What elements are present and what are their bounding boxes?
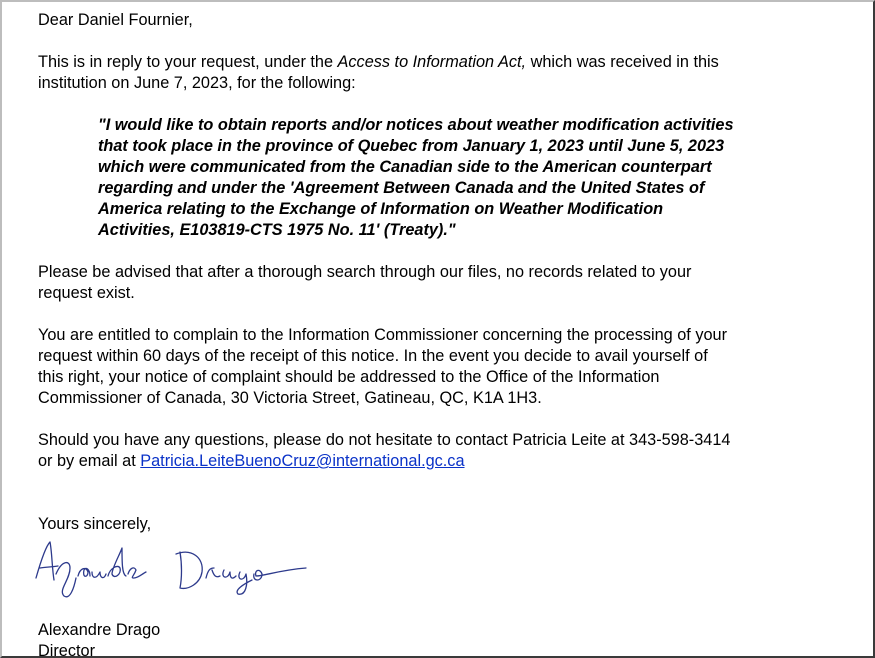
complaint-line-1: You are entitled to complain to the Information Commissioner concerning the processing of your	[38, 326, 728, 344]
quote-line: "I would like to obtain reports and/or notices about weather modification activities	[98, 116, 734, 134]
questions-line-2	[38, 451, 465, 472]
intro-after: which was received in this	[526, 53, 719, 71]
questions-line-1: Should you have any questions, please do not hesitate to contact Patricia Leite at 343-598-3414	[38, 431, 731, 449]
complaint-line-4: Commissioner of Canada, 30 Victoria Street, Gatineau, QC, K1A 1H3.	[38, 389, 542, 407]
email-link[interactable]: Patricia.LeiteBuenoCruz@international.gc.ca	[140, 452, 465, 470]
advised-line-1: Please be advised that after a thorough search through our files, no records related to your	[38, 263, 692, 281]
act-name: Access to Information Act,	[337, 53, 527, 71]
complaint-line-3: this right, your notice of complaint should be addressed to the Office of the Information	[38, 368, 660, 386]
quote-line: that took place in the province of Quebec from January 1, 2023 until June 5, 2023	[98, 137, 725, 155]
quote-line: America relating to the Exchange of Information on Weather Modification	[98, 200, 664, 218]
quote-line: Activities, E103819-CTS 1975 No. 11' (Treaty)."	[98, 221, 456, 239]
signer-name: Alexandre Drago	[38, 621, 161, 639]
intro-line-1	[38, 52, 719, 73]
salutation: Dear Daniel Fournier,	[38, 11, 193, 29]
signer-title: Director	[38, 642, 95, 658]
intro-line-2: institution on June 7, 2023, for the following:	[38, 74, 356, 92]
quote-line: regarding and under the 'Agreement Between Canada and the United States of	[98, 179, 705, 197]
request-quote	[98, 115, 828, 241]
advised-line-2: request exist.	[38, 284, 135, 302]
quote-line: which were communicated from the Canadian side to the American counterpart	[98, 158, 712, 176]
handwritten-signature	[30, 534, 320, 606]
complaint-line-2: request within 60 days of the receipt of this notice. In the event you decide to avail yourself of	[38, 347, 708, 365]
closing: Yours sincerely,	[38, 515, 152, 533]
email-prefix: or by email at	[38, 452, 141, 470]
intro-before: This is in reply to your request, under the	[38, 53, 338, 71]
